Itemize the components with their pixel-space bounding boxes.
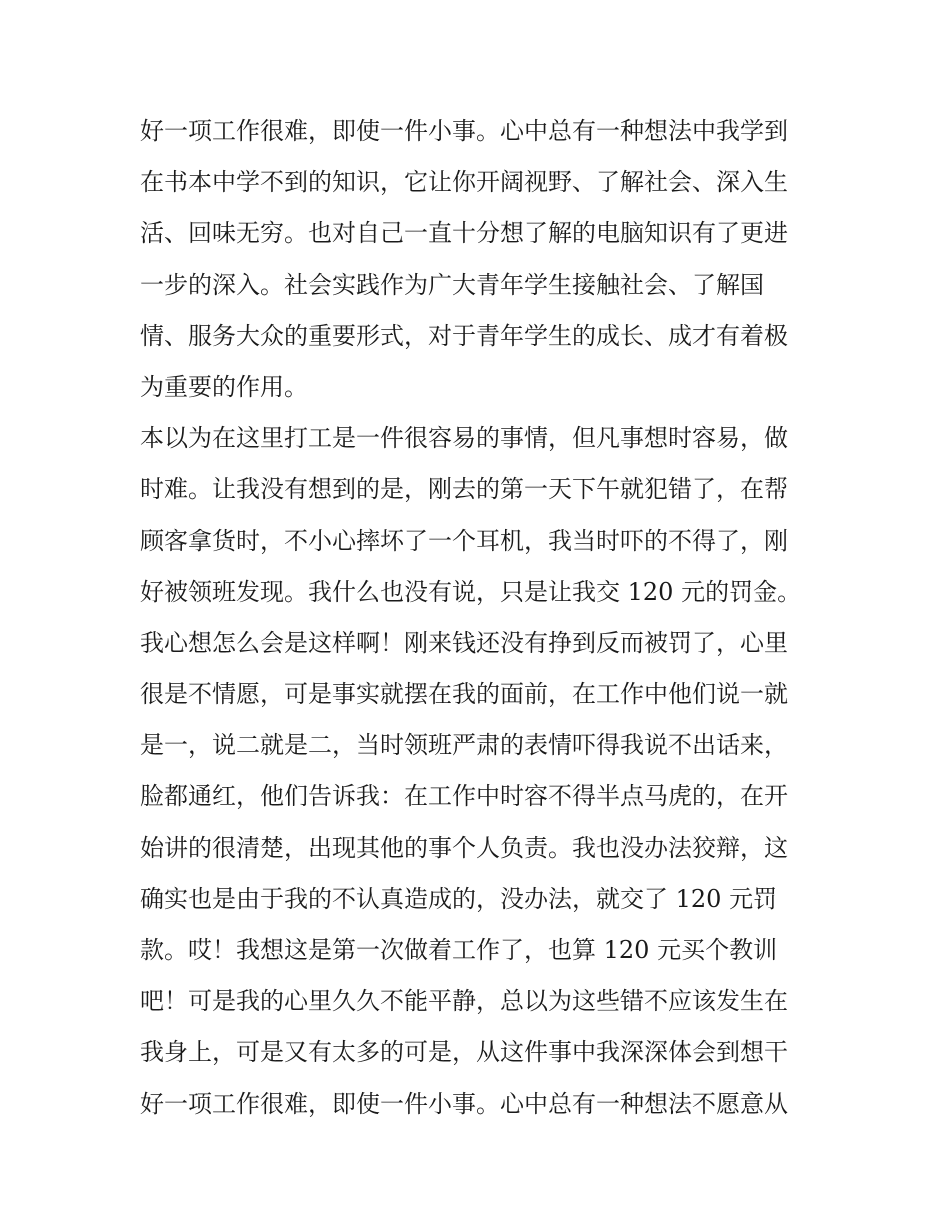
text-line: 时难。让我没有想到的是，刚去的第一天下午就犯错了，在帮	[140, 475, 788, 504]
text-line: 是一，说二就是二，当时领班严肃的表情吓得我说不出话来，	[140, 731, 788, 760]
text-line: 一步的深入。社会实践作为广大青年学生接触社会、了解国	[140, 270, 764, 299]
text-line: 脸都通红，他们告诉我：在工作中时容不得半点马虎的，在开	[140, 782, 788, 811]
text-line: 活、回味无穷。也对自己一直十分想了解的电脑知识有了更进	[140, 219, 788, 248]
text-line: 我心想怎么会是这样啊！刚来钱还没有挣到反而被罚了，心里	[140, 628, 788, 657]
text-line: 始讲的很清楚，出现其他的事个人负责。我也没办法狡辩，这	[140, 833, 788, 862]
text-line: 好被领班发现。我什么也没有说，只是让我交 120 元的罚金。	[140, 577, 802, 606]
text-line: 在书本中学不到的知识，它让你开阔视野、了解社会、深入生	[140, 168, 788, 197]
text-line: 我身上，可是又有太多的可是，从这件事中我深深体会到想干	[140, 1038, 788, 1067]
body-text	[140, 106, 830, 1130]
text-line: 吧！可是我的心里久久不能平静，总以为这些错不应该发生在	[140, 987, 788, 1016]
text-line: 为重要的作用。	[140, 372, 308, 401]
text-line: 好一项工作很难，即使一件小事。心中总有一种想法中我学到	[140, 117, 788, 145]
text-line: 顾客拿货时，不小心摔坏了一个耳机，我当时吓的不得了，刚	[140, 526, 788, 555]
text-line: 款。哎！我想这是第一次做着工作了，也算 120 元买个教训	[140, 936, 778, 964]
text-line: 很是不情愿，可是事实就摆在我的面前，在工作中他们说一就	[140, 680, 788, 709]
text-line: 好一项工作很难，即使一件小事。心中总有一种想法不愿意从	[140, 1089, 788, 1118]
text-line: 情、服务大众的重要形式，对于青年学生的成长、成才有着极	[140, 321, 788, 350]
text-line: 本以为在这里打工是一件很容易的事情，但凡事想时容易，做	[140, 424, 788, 453]
text-line: 确实也是由于我的不认真造成的，没办法，就交了 120 元罚	[140, 884, 778, 913]
